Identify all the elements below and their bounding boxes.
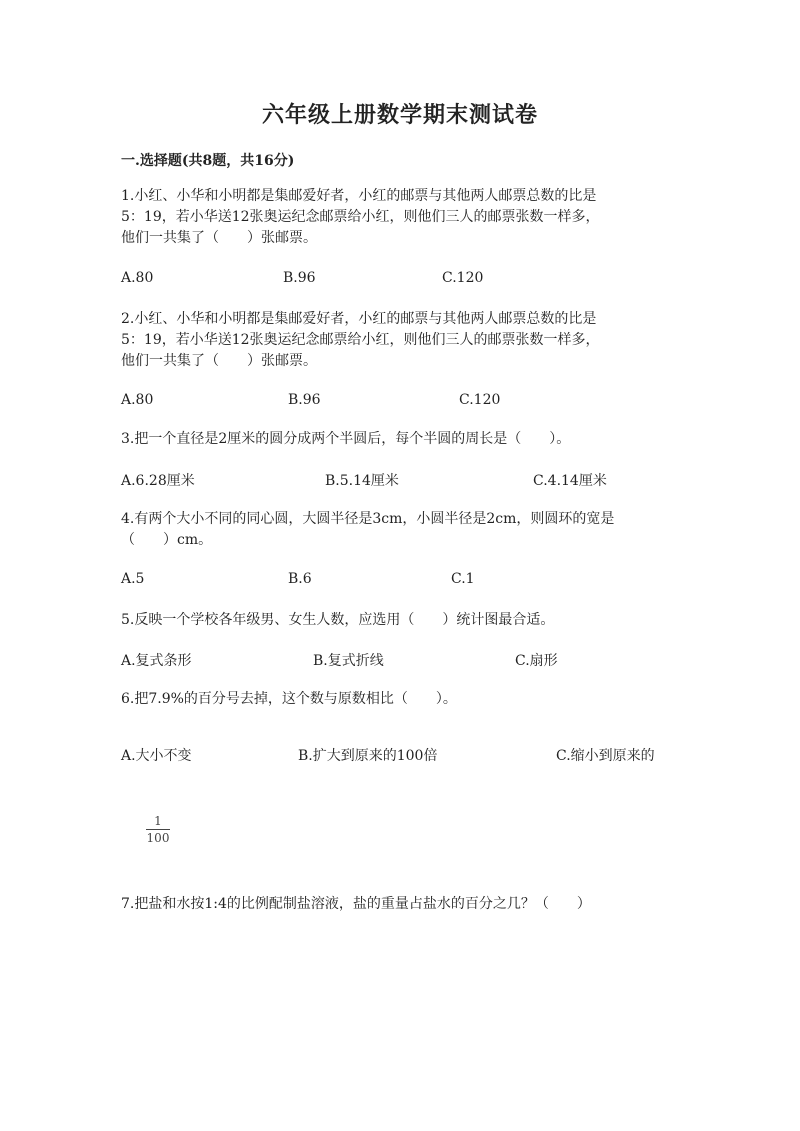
page-title: 六年级上册数学期末测试卷 (261, 102, 538, 128)
question-4-option-c[interactable]: C.1 (451, 571, 475, 587)
question-4-line-1: 4.有两个大小不同的同心圆，大圆半径是3cm，小圆半径是2cm，则圆环的宽是 (121, 511, 615, 527)
question-2-option-c[interactable]: C.120 (459, 392, 501, 408)
question-4-options (121, 571, 681, 591)
section-heading: 一.选择题(共8题，共16分) (121, 153, 295, 169)
question-3-options (121, 470, 681, 490)
question-2-option-b[interactable]: B.96 (288, 392, 321, 408)
question-5-option-a[interactable]: A.复式条形 (121, 653, 192, 669)
question-6-fraction (146, 814, 170, 845)
question-2-options (121, 392, 681, 412)
question-7 (121, 894, 681, 915)
question-1-line-2: 5：19，若小华送12张奥运纪念邮票给小红，则他们三人的邮票张数一样多， (121, 209, 600, 225)
question-3-option-b[interactable]: B.5.14厘米 (325, 473, 399, 489)
fraction-bar (146, 829, 170, 830)
question-3-option-a[interactable]: A.6.28厘米 (121, 473, 195, 489)
question-1-option-c[interactable]: C.120 (442, 270, 484, 286)
fraction-numerator: 1 (154, 814, 162, 828)
question-1-option-a[interactable]: A.80 (121, 270, 154, 286)
question-6-option-c[interactable]: C.缩小到原来的 (556, 748, 655, 764)
question-2-line-3: 他们一共集了（ ）张邮票。 (121, 353, 317, 369)
question-5-option-c[interactable]: C.扇形 (515, 653, 558, 669)
question-2-line-1: 2.小红、小华和小明都是集邮爱好者，小红的邮票与其他两人邮票总数的比是 (121, 311, 597, 327)
question-6-options (121, 745, 681, 765)
question-4-line-2: （ ）cm。 (121, 532, 213, 548)
question-2-line-2: 5：19，若小华送12张奥运纪念邮票给小红，则他们三人的邮票张数一样多， (121, 332, 600, 348)
question-3-option-c[interactable]: C.4.14厘米 (533, 473, 607, 489)
question-4-option-b[interactable]: B.6 (288, 571, 312, 587)
question-2-option-a[interactable]: A.80 (121, 392, 154, 408)
question-6 (121, 689, 681, 710)
question-3-line-1: 3.把一个直径是2厘米的圆分成两个半圆后，每个半圆的周长是（ ）。 (121, 431, 571, 447)
question-2 (121, 309, 681, 372)
question-1-option-b[interactable]: B.96 (283, 270, 316, 286)
question-6-option-b[interactable]: B.扩大到原来的100倍 (298, 748, 438, 764)
question-1 (121, 186, 681, 249)
question-4-option-a[interactable]: A.5 (121, 571, 145, 587)
question-1-line-1: 1.小红、小华和小明都是集邮爱好者，小红的邮票与其他两人邮票总数的比是 (121, 188, 597, 204)
question-7-line-1: 7.把盐和水按1:4的比例配制盐溶液，盐的重量占盐水的百分之几？（ ） (121, 896, 591, 912)
question-5-options (121, 650, 681, 670)
question-3 (121, 429, 681, 450)
question-4 (121, 509, 681, 551)
question-1-options (121, 270, 681, 290)
fraction-denominator: 100 (146, 831, 170, 845)
question-5-line-1: 5.反映一个学校各年级男、女生人数，应选用（ ）统计图最合适。 (121, 612, 555, 628)
question-5-option-b[interactable]: B.复式折线 (313, 653, 384, 669)
question-1-line-3: 他们一共集了（ ）张邮票。 (121, 230, 317, 246)
question-6-option-a[interactable]: A.大小不变 (121, 748, 192, 764)
question-6-line-1: 6.把7.9%的百分号去掉，这个数与原数相比（ ）。 (121, 691, 457, 707)
question-5 (121, 610, 681, 631)
